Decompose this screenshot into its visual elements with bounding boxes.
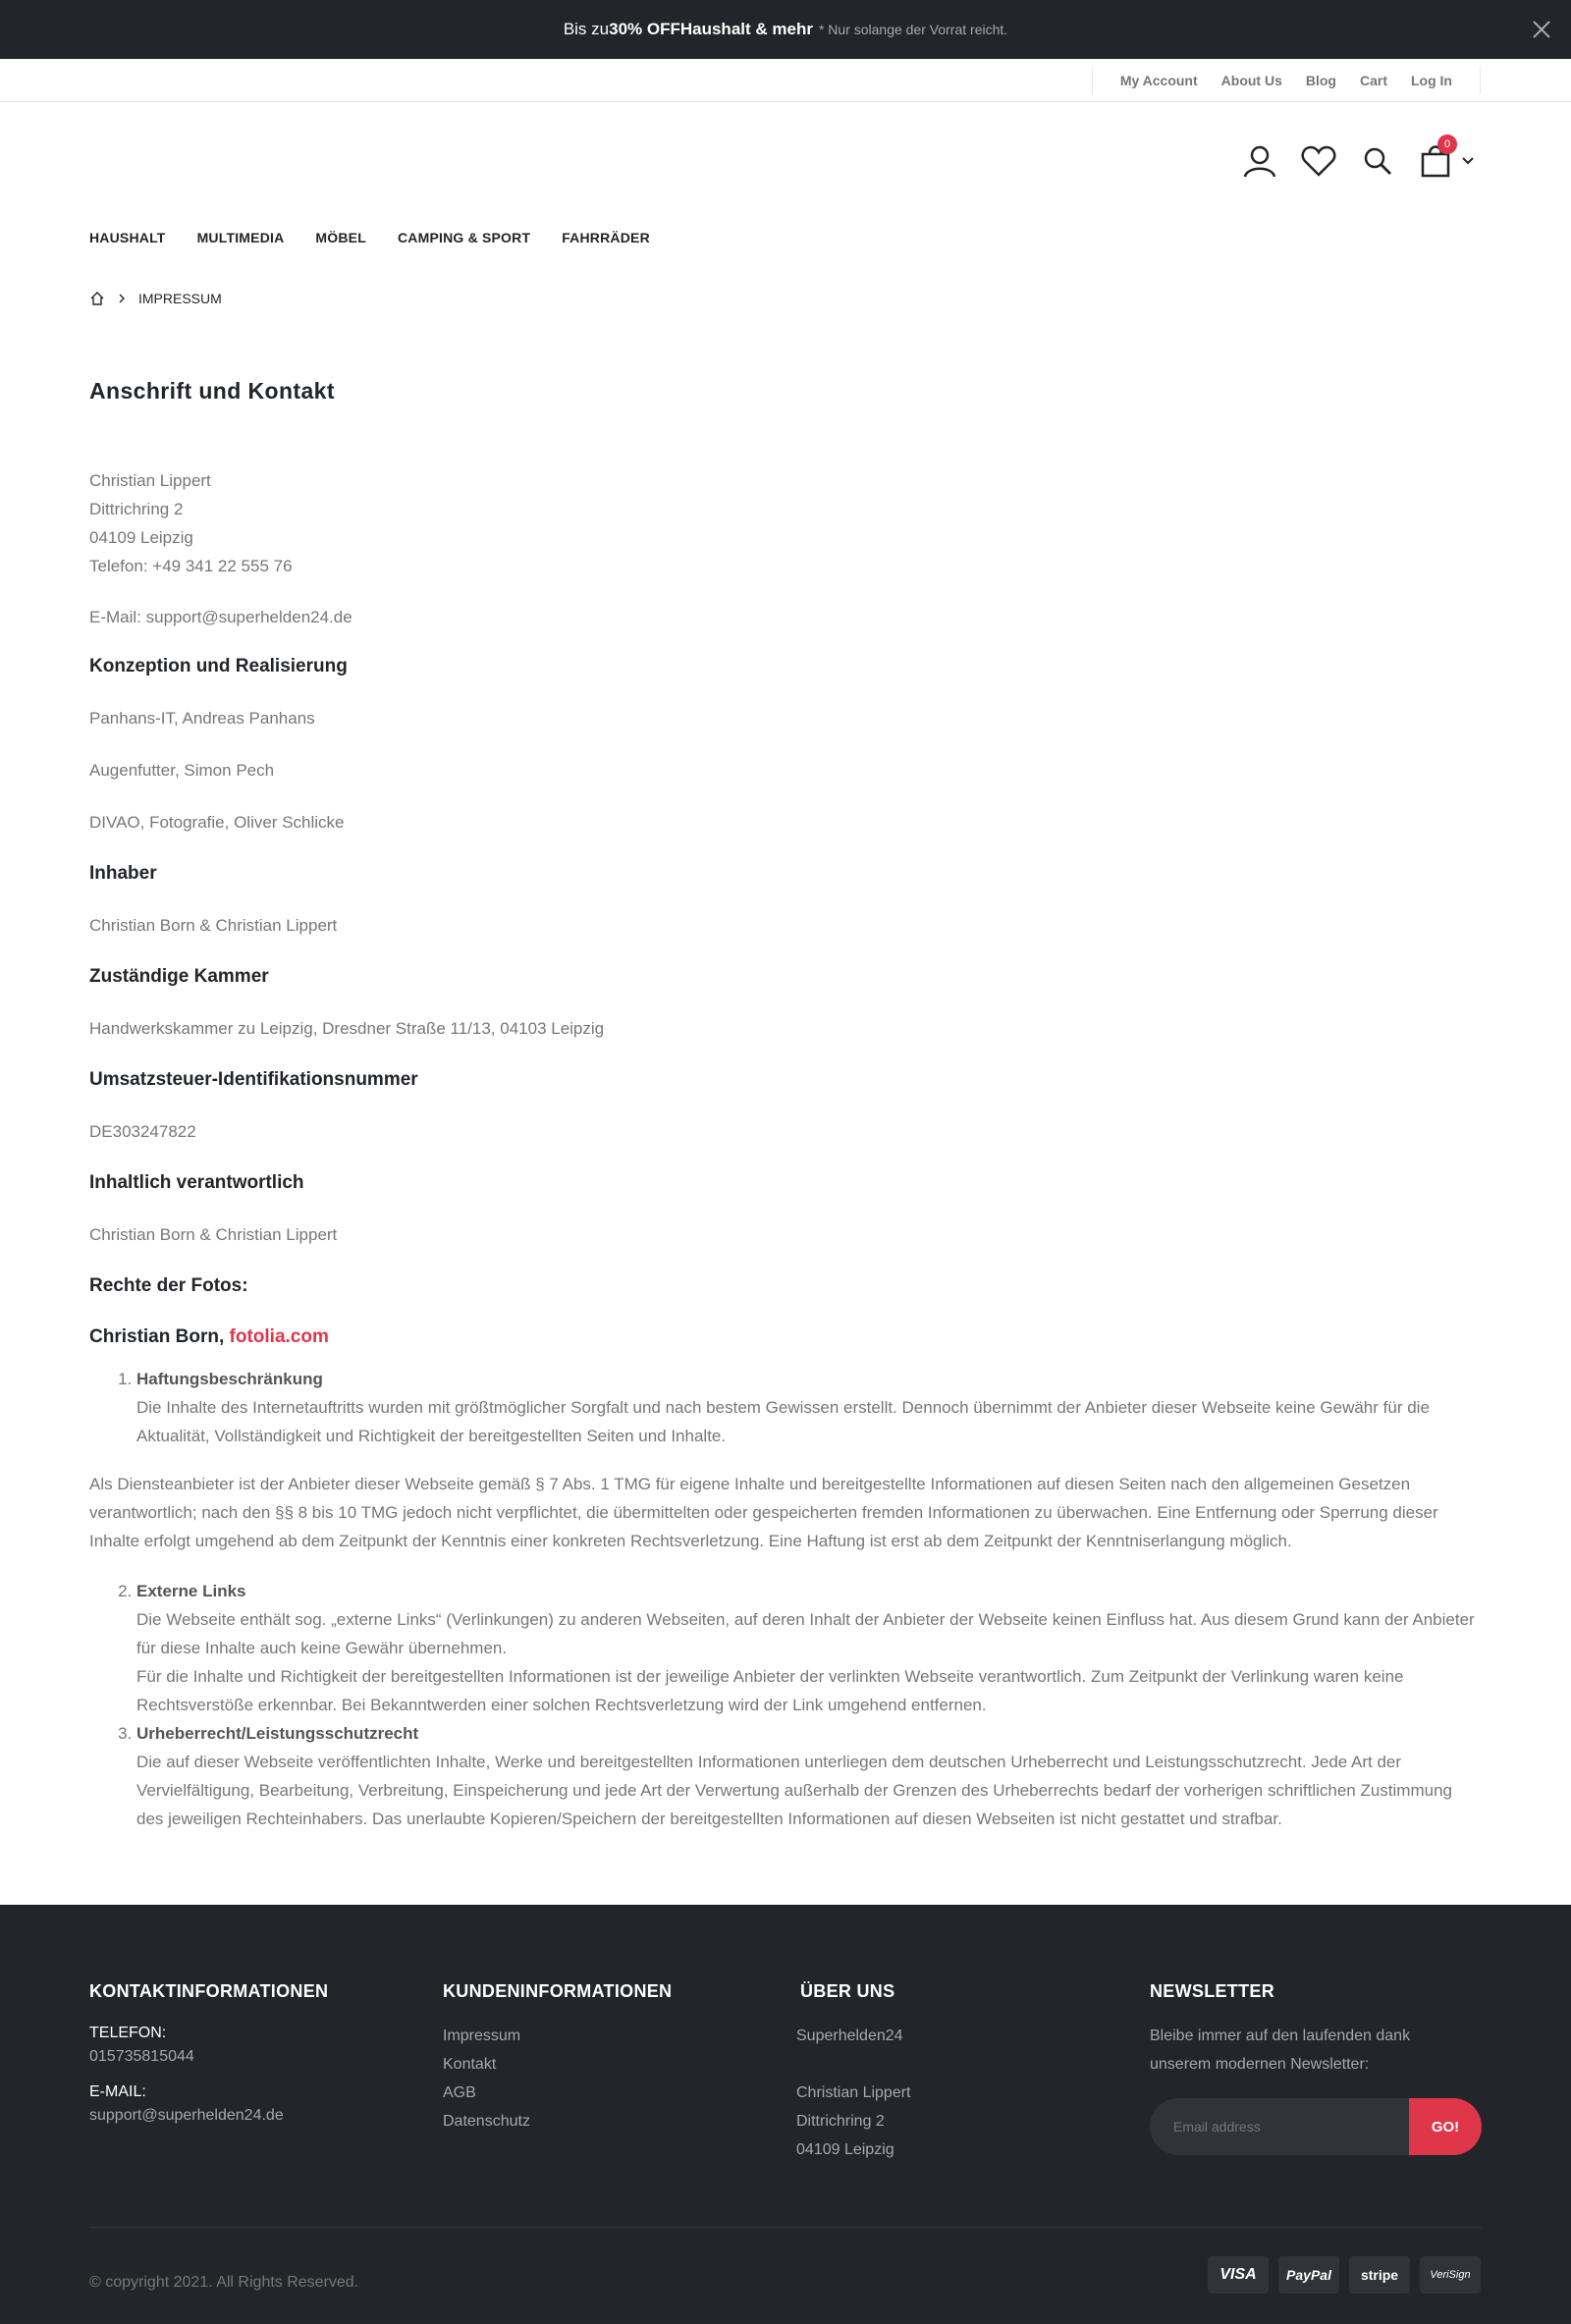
- inhaber-text: Christian Born & Christian Lippert: [89, 916, 338, 935]
- address-line: Christian Lippert: [89, 471, 211, 490]
- list-item: [136, 1365, 1482, 1450]
- list-item-title: Haftungsbeschränkung: [136, 1370, 323, 1388]
- footer-customer-title: KUNDENINFORMATIONEN: [443, 1981, 673, 2001]
- fotolia-link[interactable]: fotolia.com: [229, 1326, 329, 1347]
- phone-link[interactable]: 015735815044: [89, 2048, 194, 2065]
- heading-fotos: Rechte der Fotos:: [89, 1275, 248, 1296]
- nav-camping-sport[interactable]: CAMPING & SPORT: [397, 230, 531, 245]
- footer-link-datenschutz[interactable]: Datenschutz: [443, 2113, 530, 2130]
- list-item-title: Urheberrecht/Leistungsschutzrecht: [136, 1724, 419, 1743]
- konzeption-line: DIVAO, Fotografie, Oliver Schlicke: [89, 813, 345, 832]
- top-link-blog[interactable]: Blog: [1305, 73, 1336, 88]
- impressum-content: [89, 377, 1482, 1853]
- footer-contact: [89, 1981, 413, 2128]
- list-item-text: Die auf dieser Webseite veröffentlichten Inhalte, Werke und bereitgestellten Informationen unterliegen dem deutschen Urheberrecht und Leistungsschutzrecht. Jede Art der Vervielfältigung, Bearbeitung, Verbreitung, Einspeicherung und jede Art der Verwertung außerhalb der Grenzen des Urheberrechts bedarf der vorherigen schriftlichen Zustimmung des jeweiligen Rechteinhabers. Das unerlaubte Kopieren/Speichern der bereitgestellten Informationen auf diesen Webseiten ist nicht gestattet und strafbar.: [136, 1753, 1452, 1828]
- list-item: [136, 1719, 1482, 1833]
- footer-link-agb[interactable]: AGB: [443, 2084, 476, 2101]
- chevron-right-icon: [117, 294, 127, 303]
- header-icons: [1241, 138, 1481, 180]
- promo-highlight: 30% OFF: [609, 20, 680, 38]
- konzeption-line: Panhans-IT, Andreas Panhans: [89, 709, 315, 728]
- promo-tail: Haushalt & mehr: [679, 20, 813, 38]
- konzeption-line: Augenfutter, Simon Pech: [89, 761, 275, 780]
- nav-moebel[interactable]: MÖBEL: [315, 230, 366, 245]
- footer-about-title: ÜBER UNS: [800, 1981, 895, 2001]
- newsletter-form: [1150, 2098, 1484, 2155]
- search-icon[interactable]: [1359, 142, 1396, 180]
- footer-about-address: Dittrichring 2: [796, 2113, 885, 2130]
- copyright: © copyright 2021. All Rights Reserved.: [89, 2274, 359, 2291]
- top-link-my-account[interactable]: My Account: [1119, 73, 1198, 88]
- footer-about-address: 04109 Leipzig: [796, 2141, 894, 2158]
- paypal-icon: PayPal: [1278, 2256, 1339, 2294]
- ust-text: DE303247822: [89, 1122, 196, 1141]
- kammer-text: Handwerkskammer zu Leipzig, Dresdner Straße 11/13, 04103 Leipzig: [89, 1019, 605, 1038]
- footer-link-impressum[interactable]: Impressum: [443, 2027, 521, 2044]
- address-line: Dittrichring 2: [89, 500, 184, 518]
- address-block: [89, 466, 1482, 580]
- heart-icon[interactable]: [1300, 142, 1337, 180]
- page-title: Anschrift und Kontakt: [89, 378, 335, 404]
- verisign-icon: VeriSign: [1420, 2256, 1481, 2294]
- footer-newsletter-title: NEWSLETTER: [1150, 1981, 1274, 2001]
- visa-icon: VISA: [1208, 2256, 1269, 2294]
- heading-ust: Umsatzsteuer-Identifikationsnummer: [89, 1069, 418, 1090]
- footer-divider: [89, 2227, 1482, 2228]
- heading-verantwortlich: Inhaltlich verantwortlich: [89, 1172, 304, 1193]
- footer: [0, 1905, 1571, 2324]
- nav-multimedia[interactable]: MULTIMEDIA: [196, 230, 285, 245]
- promo-lead: Bis zu: [563, 20, 610, 38]
- list-item-text: Die Inhalte des Internetauftritts wurden mit größtmöglicher Sorgfalt und nach bestem Gewissen erstellt. Dennoch übernimmt der Anbieter dieser Webseite keine Gewähr für die Aktualität, Vollständigkeit und Richtigkeit der bereitgestellten Seiten und Inhalte.: [136, 1398, 1430, 1445]
- fotos-prefix: Christian Born,: [89, 1326, 230, 1347]
- promo-note: * Nur solange der Vorrat reicht.: [818, 22, 1008, 37]
- newsletter-text: Bleibe immer auf den laufenden dank unserem modernen Newsletter:: [1150, 2027, 1411, 2073]
- heading-inhaber: Inhaber: [89, 863, 157, 884]
- user-icon[interactable]: [1241, 142, 1278, 180]
- email-label: E-MAIL:: [89, 2083, 146, 2100]
- cart-count-badge: 0: [1437, 135, 1457, 154]
- nav-fahrraeder[interactable]: FAHRRÄDER: [562, 230, 650, 245]
- phone-label: TELEFON:: [89, 2025, 167, 2041]
- footer-newsletter: [1150, 1981, 1484, 2155]
- email-line: E-Mail: support@superhelden24.de: [89, 608, 352, 626]
- payment-icons: [1208, 2256, 1481, 2294]
- legal-list-1: [89, 1365, 1482, 1450]
- cart-button[interactable]: [1418, 138, 1481, 180]
- legal-list-2: [89, 1577, 1482, 1833]
- list-item: [136, 1577, 1482, 1719]
- footer-link-kontakt[interactable]: Kontakt: [443, 2056, 497, 2073]
- promo-bar: [0, 0, 1571, 59]
- chevron-down-icon: [1461, 154, 1475, 168]
- list-item-title: Externe Links: [136, 1582, 246, 1600]
- address-line: 04109 Leipzig: [89, 528, 193, 547]
- footer-about: [796, 1981, 1120, 2164]
- stripe-icon: stripe: [1349, 2256, 1410, 2294]
- newsletter-email-input[interactable]: [1150, 2098, 1409, 2155]
- address-line: Telefon: +49 341 22 555 76: [89, 557, 293, 575]
- diensteanbieter-text: Als Diensteanbieter ist der Anbieter dieser Webseite gemäß § 7 Abs. 1 TMG für eigene Inhalte und bereitgestellte Informationen auf diesen Seiten nach den allgemeinen Gesetzen verantwortlich; nach den §§ 8 bis 10 TMG jedoch nicht verpflichtet, die übermittelten oder gespeicherten fremden Informationen zu überwachen. Eine Entfernung oder Sperrung dieser Inhalte erfolgt umgehend ab dem Zeitpunkt der Kenntnis einer konkreten Rechtsverletzung. Eine Haftung ist erst ab dem Zeitpunkt der Kenntniserlangung möglich.: [89, 1475, 1438, 1550]
- nav-haushalt[interactable]: HAUSHALT: [89, 230, 166, 245]
- home-icon[interactable]: [89, 291, 105, 306]
- top-link-log-in[interactable]: Log In: [1411, 73, 1452, 88]
- email-link[interactable]: support@superhelden24.de: [89, 2107, 284, 2124]
- list-item-text: Für die Inhalte und Richtigkeit der bereitgestellten Informationen ist der jeweilige Anbieter der verlinkten Webseite verantwortlich. Zum Zeitpunkt der Verlinkung waren keine Rechtsverstöße erkennbar. Bei Bekanntwerden einer solchen Rechtsverletzung wird der Link umgehend entfernen.: [136, 1667, 1404, 1714]
- top-links-bar: [0, 59, 1571, 102]
- close-icon[interactable]: [1530, 18, 1553, 41]
- footer-about-address: Christian Lippert: [796, 2084, 911, 2101]
- footer-about-name: Superhelden24: [796, 2027, 903, 2044]
- footer-customer-info: [443, 1981, 767, 2135]
- footer-contact-title: KONTAKTINFORMATIONEN: [89, 1981, 329, 2001]
- heading-kammer: Zuständige Kammer: [89, 966, 269, 987]
- verantwortlich-text: Christian Born & Christian Lippert: [89, 1225, 338, 1244]
- fotos-credit: [89, 1324, 1482, 1351]
- list-item-text: Die Webseite enthält sog. „externe Links“ (Verlinkungen) zu anderen Webseiten, auf deren Inhalt der Anbieter der Webseite keinen Einfluss hat. Aus diesem Grund kann der Anbieter für diese Inhalte auch keine Gewähr übernehmen.: [136, 1610, 1475, 1657]
- newsletter-submit-button[interactable]: GO!: [1409, 2098, 1482, 2155]
- top-link-about-us[interactable]: About Us: [1220, 73, 1282, 88]
- breadcrumb-current: IMPRESSUM: [138, 291, 222, 306]
- heading-konzeption: Konzeption und Realisierung: [89, 656, 348, 676]
- main-nav: [89, 230, 650, 245]
- breadcrumb: [89, 291, 222, 306]
- top-link-cart[interactable]: Cart: [1359, 73, 1387, 88]
